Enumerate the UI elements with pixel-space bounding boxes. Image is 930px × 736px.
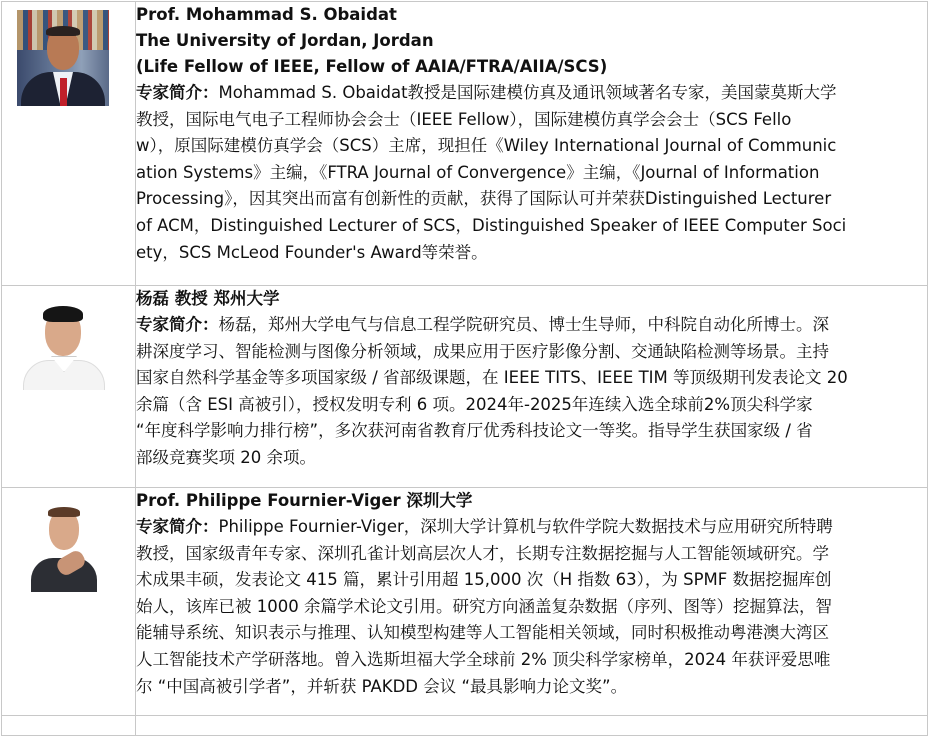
intro-text: Philippe Fournier-Viger，深圳大学计算机与软件学院大数据技术与应用研究所特聘 — [218, 517, 833, 536]
expert-name: 杨磊 教授 郑州大学 — [136, 289, 280, 308]
intro-label: 专家简介： — [136, 83, 219, 102]
portrait-photo-obaidat — [17, 10, 109, 106]
intro-text: 杨磊，郑州大学电气与信息工程学院研究员、博士生导师，中科院自动化所博士。深 — [218, 315, 829, 334]
intro-line — [136, 514, 927, 541]
intro-line: ation Systems》主编，《FTRA Journal of Convergence》主编，《Journal of Information — [136, 162, 820, 182]
intro-line: 始人，该库已被 1000 余篇学术论文引用。研究方向涵盖复杂数据（序列、图等）挖掘算法，智 — [136, 596, 832, 616]
intro-line — [136, 80, 927, 107]
expert-row-next — [2, 716, 928, 736]
intro-line: 能辅导系统、知识表示与推理、认知模型构建等人工智能相关领域，同时积极推动粤港澳大湾区 — [136, 623, 829, 643]
expert-text-cell — [136, 286, 928, 488]
intro-line — [136, 312, 927, 339]
expert-row-yanglei — [2, 286, 928, 488]
intro-line: “年度科学影响力排行榜”，多次获河南省教育厅优秀科技论文一等奖。指导学生获国家级 / 省 — [136, 421, 813, 441]
intro-line: 耕深度学习、智能检测与图像分析领域，成果应用于医疗影像分割、交通缺陷检测等场景。主持 — [136, 341, 829, 361]
intro-line: Processing》，因其突出而富有创新性的贡献，获得了国际认可并荣获Distinguished Lecturer — [136, 189, 832, 209]
intro-line: w），原国际建模仿真学会（SCS）主席，现担任《Wiley International Journal of Communic — [136, 136, 837, 156]
intro-line: of ACM，Distinguished Lecturer of SCS，Distinguished Speaker of IEEE Computer Soci — [136, 215, 847, 235]
expert-text-cell — [136, 488, 928, 716]
portrait-photo-yanglei — [17, 294, 109, 390]
intro-label: 专家简介： — [136, 517, 219, 536]
expert-affiliation: The University of Jordan, Jordan — [136, 31, 434, 50]
expert-text-cell — [136, 716, 928, 736]
intro-line: 部级竞赛奖项 20 余项。 — [136, 447, 316, 467]
intro-line: 国家自然科学基金等多项国家级 / 省部级课题，在 IEEE TITS、IEEE TIM 等顶级期刊发表论文 20 — [136, 368, 848, 388]
intro-line: 教授，国家级青年专家、深圳孔雀计划高层次人才，长期专注数据挖掘与人工智能领域研究。学 — [136, 543, 829, 563]
intro-line: 人工智能技术产学研落地。曾入选斯坦福大学全球前 2% 顶尖科学家榜单，2024 年获评爱思唯 — [136, 649, 831, 669]
expert-name: Prof. Mohammad S. Obaidat — [136, 5, 397, 24]
intro-line: ety，SCS McLeod Founder's Award等荣誉。 — [136, 242, 488, 262]
photo-cell — [2, 286, 136, 488]
expert-honors: (Life Fellow of IEEE, Fellow of AAIA/FTRA/AIIA/SCS) — [136, 57, 608, 76]
photo-cell — [2, 716, 136, 736]
portrait-photo-fournier-viger — [17, 496, 109, 592]
photo-cell — [2, 2, 136, 286]
intro-line: 余篇（含 ESI 高被引），授权发明专利 6 项。2024年-2025年连续入选全球前2%顶尖科学家 — [136, 394, 813, 414]
intro-line: 尔 “中国高被引学者”，并斩获 PAKDD 会议 “最具影响力论文奖”。 — [136, 676, 628, 696]
expert-row-obaidat — [2, 2, 928, 286]
experts-table — [1, 1, 928, 736]
intro-line: 术成果丰硕，发表论文 415 篇，累计引用超 15,000 次（H 指数 63），为 SPMF 数据挖掘库创 — [136, 570, 832, 590]
intro-text: Mohammad S. Obaidat教授是国际建模仿真及通讯领域著名专家，美国蒙莫斯大学 — [218, 83, 837, 102]
intro-line: 教授，国际电气电子工程师协会会士（IEEE Fellow），国际建模仿真学会会士（SCS Fello — [136, 109, 792, 129]
expert-text-cell — [136, 2, 928, 286]
expert-row-fournier-viger — [2, 488, 928, 716]
intro-label: 专家简介： — [136, 315, 219, 334]
expert-name: Prof. Philippe Fournier-Viger 深圳大学 — [136, 491, 473, 510]
photo-cell — [2, 488, 136, 716]
